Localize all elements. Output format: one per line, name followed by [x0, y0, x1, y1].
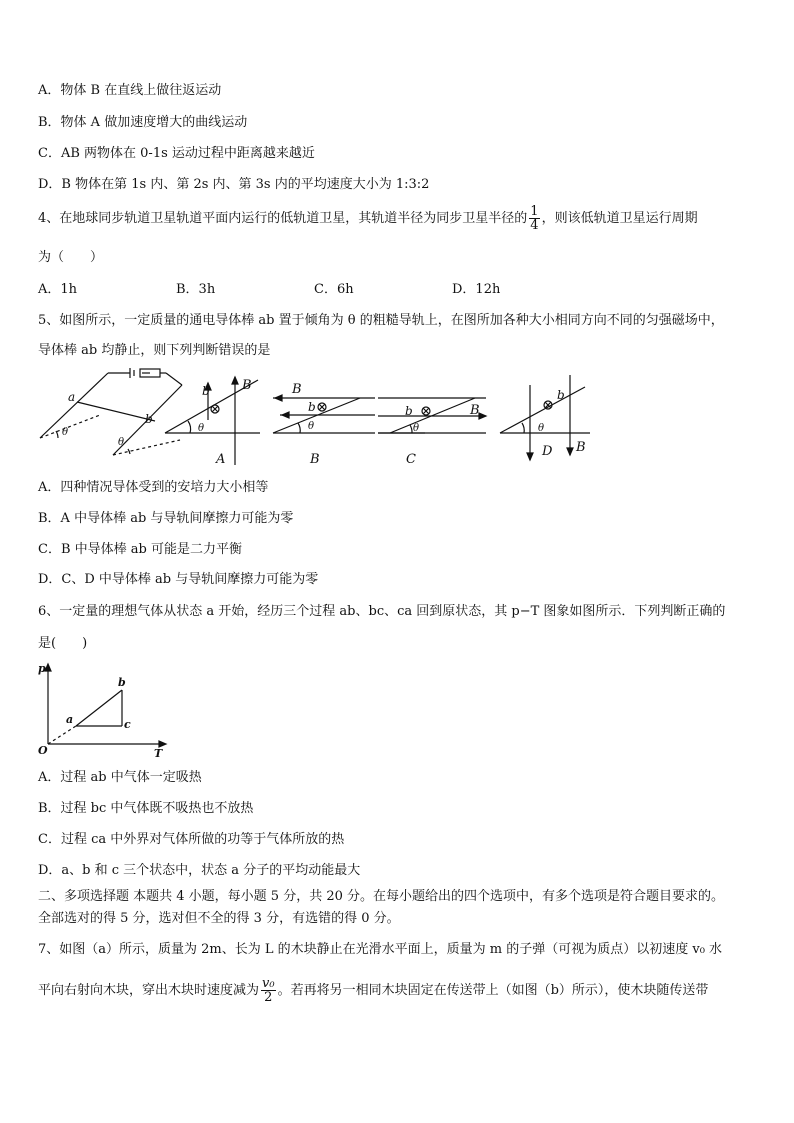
q5-d-label-theta: θ: [538, 423, 545, 434]
q5-stem-line1: 5、如图所示，一定质量的通电导体棒 ab 置于倾角为 θ 的粗糙导轨上，在图所加各种大小相同方向不同的匀强磁场中，: [38, 313, 724, 328]
q5-label-a: a: [68, 390, 76, 404]
q7-stem-line2: [38, 977, 708, 1004]
q4-option-c: C．6h: [314, 282, 354, 297]
q7-frac-den: 2: [264, 990, 273, 1005]
q4-options: [38, 282, 500, 298]
q5-option-c: C．B 中导体棒 ab 可能是二力平衡: [38, 542, 242, 557]
q6-label-t: T: [154, 747, 163, 760]
q5-caption-c: C: [406, 452, 416, 467]
q7-frac-num: v₀: [262, 976, 275, 991]
q6-label-o: O: [38, 744, 48, 757]
q4-stem-tail: ，则该低轨道卫星运行周期: [541, 211, 698, 226]
q5-a-label-theta: θ: [198, 423, 205, 434]
q4-frac-den: 4: [530, 218, 539, 233]
q7-stem-line1: 7、如图（a）所示，质量为 2m、长为 L 的木块静止在光滑水平面上，质量为 m 的子弹（可视为质点）以初速度 v₀ 水: [38, 942, 723, 957]
q5-a-label-b: b: [202, 384, 210, 398]
q6-option-c: C．过程 ca 中外界对气体所做的功等于气体所放的热: [38, 832, 345, 847]
q5-figure-b: [273, 395, 375, 433]
q5-option-b: B．A 中导体棒 ab 与导轨间摩擦力可能为零: [38, 511, 294, 526]
q7-stem-tail: 。若再将另一相同木块固定在传送带上（如图（b）所示），使木块随传送带: [277, 983, 709, 998]
q6-dashed-extension: [48, 726, 76, 744]
q4-option-a: A．1h: [38, 282, 78, 297]
q4-stem: [38, 205, 698, 232]
q5-a-label-field: B: [242, 378, 252, 393]
q4-stem-line2: 为（ ）: [38, 250, 104, 265]
q6-process-ab: [76, 690, 122, 726]
q5-label-b: b: [145, 412, 153, 426]
section2-instructions-line1: 二、多项选择题 本题共 4 小题，每小题 5 分，共 20 分。在每小题给出的四个选项中，有多个选项是符合题目要求的。: [38, 889, 725, 904]
q3-option-a: A．物体 B 在直线上做往返运动: [38, 83, 222, 98]
q5-caption-d: D: [542, 444, 553, 459]
q5-c-label-b: b: [405, 404, 413, 418]
section2-instructions-line2: 全部选对的得 5 分，选对但不全的得 3 分，有选错的得 0 分。: [38, 911, 400, 926]
q4-option-b: B．3h: [176, 282, 216, 297]
q5-option-a: A．四种情况导体受到的安培力大小相等: [38, 480, 269, 495]
q4-option-d: D．12h: [452, 282, 501, 297]
q3-option-b: B．物体 A 做加速度增大的曲线运动: [38, 115, 248, 130]
q7-fraction: [261, 977, 276, 1004]
q5-b-label-theta: θ: [308, 421, 315, 432]
q5-b-label-b: b: [308, 400, 316, 414]
q3-option-d: D．B 物体在第 1s 内、第 2s 内、第 3s 内的平均速度大小为 1:3:2: [38, 177, 430, 192]
q5-c-label-field: B: [470, 403, 480, 418]
q7-stem-text: 平向右射向木块，穿出木块时速度减为: [38, 983, 260, 998]
q6-option-a: A．过程 ab 中气体一定吸热: [38, 770, 202, 785]
q5-rails-diagram: [40, 368, 182, 455]
q5-stem-line2: 导体棒 ab 均静止，则下列判断错误的是: [38, 343, 271, 358]
q6-label-p: p: [38, 662, 46, 675]
q6-label-a: a: [66, 713, 74, 726]
q5-label-theta2: θ: [118, 437, 125, 448]
q6-stem-line2: 是( ): [38, 636, 88, 651]
q5-c-label-theta: θ: [413, 423, 420, 434]
q5-b-label-field: B: [292, 382, 302, 397]
q5-label-theta1: θ: [62, 427, 69, 438]
q6-label-c: c: [124, 718, 131, 731]
q4-frac-num: 1: [530, 204, 539, 219]
q5-caption-a: A: [216, 452, 226, 467]
q5-caption-b: B: [310, 452, 320, 467]
q5-d-label-field: B: [576, 440, 586, 455]
q6-stem-line1: 6、一定量的理想气体从状态 a 开始，经历三个过程 ab、bc、ca 回到原状态，其 p−T 图象如图所示．下列判断正确的: [38, 604, 726, 619]
q4-fraction: [529, 205, 539, 232]
q5-option-d: D．C、D 中导体棒 ab 与导轨间摩擦力可能为零: [38, 572, 319, 587]
q6-option-b: B．过程 bc 中气体既不吸热也不放热: [38, 801, 254, 816]
q6-option-d: D．a、b 和 c 三个状态中，状态 a 分子的平均动能最大: [38, 863, 361, 878]
q5-d-label-b: b: [557, 388, 565, 402]
q5-figure: [30, 365, 590, 470]
q3-option-c: C．AB 两物体在 0-1s 运动过程中距离越来越近: [38, 146, 315, 161]
q4-stem-text: 4、在地球同步轨道卫星轨道平面内运行的低轨道卫星，其轨道半径为同步卫星半径的: [38, 211, 528, 226]
q6-pt-graph: [36, 660, 176, 760]
q6-label-b: b: [118, 676, 126, 689]
